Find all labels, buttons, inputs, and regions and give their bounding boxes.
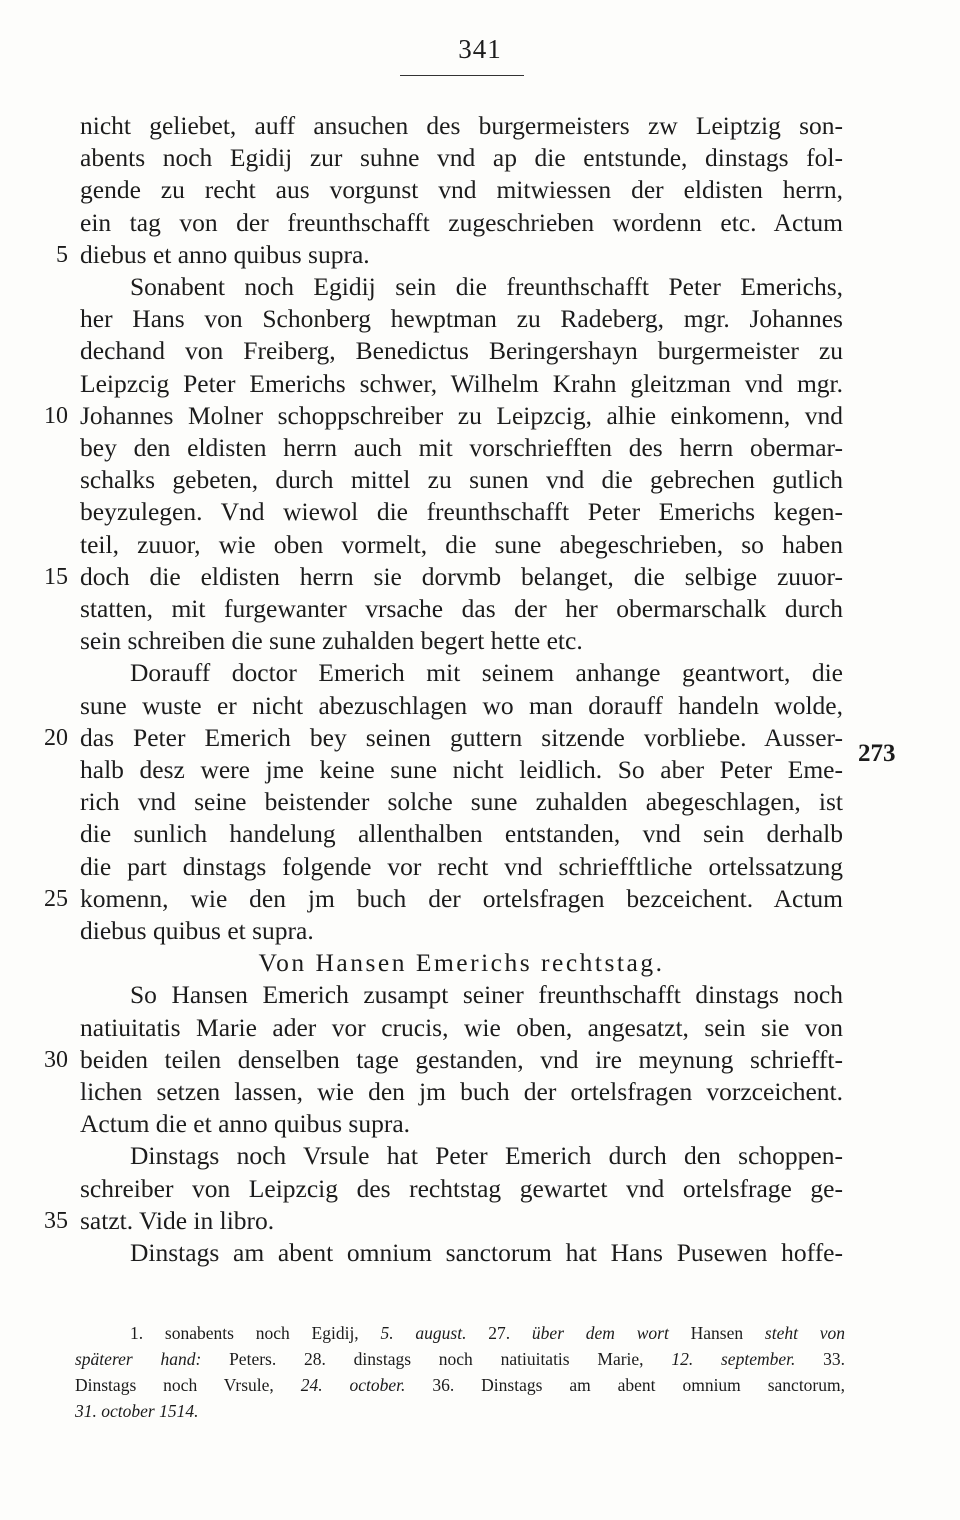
text-line xyxy=(0,1237,960,1269)
text-line xyxy=(0,786,960,818)
footnote-text: Dinstags noch Vrsule, xyxy=(75,1375,301,1395)
text-line xyxy=(0,1205,960,1237)
line-text: schreiber von Leipzcig des rechtstag gewartet vnd ortelsfrage ge- xyxy=(80,1173,843,1203)
text-line xyxy=(0,690,960,722)
line-text: abents noch Egidij zur suhne vnd ap die entstunde, dinstags fol- xyxy=(80,143,843,173)
line-text: sune wuste er nicht abezuschlagen wo man dorauff handeln wolde, xyxy=(80,690,843,720)
footnote-text: 1. sonabents noch Egidij, xyxy=(130,1323,381,1343)
line-number: 30 xyxy=(44,1046,68,1073)
footnote-text: Peters. 28. dinstags noch natiuitatis Marie, xyxy=(201,1349,672,1369)
line-text: beyzulegen. Vnd wiewol die freunthschafft Peter Emerichs kegen- xyxy=(80,497,843,527)
line-text: Dinstags am abent omnium sanctorum hat Hans Pusewen hoffe- xyxy=(130,1238,843,1267)
text-line xyxy=(0,1076,960,1108)
line-text: teil, zuuor, wie oben vormelt, die sune abegeschrieben, so haben xyxy=(80,529,843,559)
text-line xyxy=(0,529,960,561)
footnote-italic-text: 12. september. xyxy=(671,1349,796,1369)
line-text: lichen setzen lassen, wie den jm buch der ortelsfragen vorzceichent. xyxy=(80,1077,843,1106)
line-number: 20 xyxy=(44,724,68,751)
text-line xyxy=(0,657,960,689)
line-text: ein tag von der freunthschafft zugeschrieben wordenn etc. Actum xyxy=(80,207,843,237)
line-text: diebus et anno quibus supra. xyxy=(80,239,370,269)
text-line xyxy=(0,915,960,947)
footnote-italic-text: 24. october. xyxy=(300,1375,406,1395)
line-text: So Hansen Emerich zusampt seiner freunthschafft dinstags noch xyxy=(130,980,843,1010)
text-line xyxy=(0,368,960,400)
footnote-italic-text: 5. august. xyxy=(380,1323,467,1343)
text-line xyxy=(0,754,960,786)
line-number: 5 xyxy=(56,241,68,268)
text-line xyxy=(0,851,960,883)
footnote-text: 33. xyxy=(795,1349,846,1369)
line-text: die sunlich handelung allenthalben entstanden, vnd sein derhalb xyxy=(80,819,843,849)
text-line xyxy=(0,722,960,754)
footnotes xyxy=(75,1320,845,1424)
text-line xyxy=(0,207,960,239)
line-text: halb desz were jme keine sune nicht leidlich. So aber Peter Eme- xyxy=(80,755,843,784)
page-number-rule xyxy=(400,75,524,76)
footnote-line xyxy=(75,1398,845,1424)
text-line xyxy=(0,818,960,850)
text-line xyxy=(0,1012,960,1044)
line-number: 10 xyxy=(44,402,68,429)
line-text: dechand von Freiberg, Benedictus Beringershayn burgermeister zu xyxy=(80,336,843,366)
line-text: sein schreiben die sune zuhalden begert hette etc. xyxy=(80,626,583,656)
line-text: schalks gebeten, durch mittel zu sunen vnd die gebrechen gutlich xyxy=(80,465,843,495)
line-text: diebus quibus et supra. xyxy=(80,916,314,945)
line-text: doch die eldisten herrn sie dorvmb belanget, die selbige zuuor- xyxy=(80,561,843,591)
text-line xyxy=(0,335,960,367)
text-line xyxy=(0,1108,960,1140)
line-text: bey den eldisten herrn auch mit vorschriefften des herrn obermar- xyxy=(80,433,843,462)
line-text: Actum die et anno quibus supra. xyxy=(80,1109,411,1139)
line-text: Dinstags noch Vrsule hat Peter Emerich durch den schoppen- xyxy=(130,1141,843,1171)
text-line xyxy=(0,883,960,915)
line-text: rich vnd seine beistender solche sune zuhalden abegeschlagen, ist xyxy=(80,787,843,817)
line-text: natiuitatis Marie ader vor crucis, wie oben, angesatzt, sein sie von xyxy=(80,1012,843,1042)
line-number: 15 xyxy=(44,563,68,590)
text-line xyxy=(0,464,960,496)
text-line xyxy=(0,142,960,174)
text-line xyxy=(0,1044,960,1076)
text-line xyxy=(0,432,960,464)
line-text: Sonabent noch Egidij sein die freunthschafft Peter Emerichs, xyxy=(130,272,843,301)
line-text: satzt. Vide in libro. xyxy=(80,1205,275,1235)
text-line xyxy=(0,110,960,142)
footnote-text: 36. Dinstags am abent omnium sanctorum, xyxy=(405,1375,845,1395)
footnote-italic-text: späterer hand: xyxy=(75,1349,202,1369)
footnote-line xyxy=(75,1346,845,1372)
text-line xyxy=(0,1140,960,1172)
text-line xyxy=(0,303,960,335)
line-text: gende zu recht aus vorgunst vnd mitwiessen der eldisten herrn, xyxy=(80,175,843,205)
margin-note: 273 xyxy=(858,740,896,767)
text-line xyxy=(0,561,960,593)
line-number: 25 xyxy=(44,885,68,912)
text-line xyxy=(0,979,960,1011)
text-line xyxy=(0,271,960,303)
line-text: her Hans von Schonberg hewptman zu Radeberg, mgr. Johannes xyxy=(80,304,843,334)
line-text: beiden teilen denselben tage gestanden, vnd ire meynung schriefft- xyxy=(80,1044,843,1074)
line-text: nicht geliebet, auff ansuchen des burgermeisters zw Leiptzig son- xyxy=(80,111,843,140)
line-text: Johannes Molner schoppschreiber zu Leipzcig, alhie einkomenn, vnd xyxy=(80,400,843,430)
text-line xyxy=(0,174,960,206)
text-line xyxy=(0,593,960,625)
line-text: Von Hansen Emerichs rechtstag. xyxy=(258,948,665,978)
footnote-line xyxy=(75,1320,845,1346)
page-number: 341 xyxy=(458,34,502,64)
text-line xyxy=(0,1173,960,1205)
line-text: statten, mit furgewanter vrsache das der her obermarschalk durch xyxy=(80,594,843,623)
text-line xyxy=(0,625,960,657)
line-text: komenn, wie den jm buch der ortelsfragen bezceichent. Actum xyxy=(80,883,843,913)
line-text: Leipzcig Peter Emerichs schwer, Wilhelm Krahn gleitzman vnd mgr. xyxy=(80,368,843,398)
line-text: das Peter Emerich bey seinen guttern sitzende vorbliebe. Ausser- xyxy=(80,722,843,752)
footnote-text: Hansen xyxy=(668,1323,765,1343)
text-line xyxy=(0,400,960,432)
footnote-line xyxy=(75,1372,845,1398)
footnote-text: 27. xyxy=(466,1323,532,1343)
line-text: die part dinstags folgende vor recht vnd schriefftliche ortelssatzung xyxy=(80,851,843,881)
footnote-italic-text: 31. october 1514. xyxy=(75,1401,199,1421)
text-line xyxy=(0,239,960,271)
footnote-italic-text: steht von xyxy=(764,1323,846,1343)
footnote-italic-text: über dem wort xyxy=(531,1323,669,1343)
line-number: 35 xyxy=(44,1207,68,1234)
section-heading xyxy=(0,947,960,979)
line-text: Dorauff doctor Emerich mit seinem anhange geantwort, die xyxy=(130,658,843,688)
text-line xyxy=(0,496,960,528)
